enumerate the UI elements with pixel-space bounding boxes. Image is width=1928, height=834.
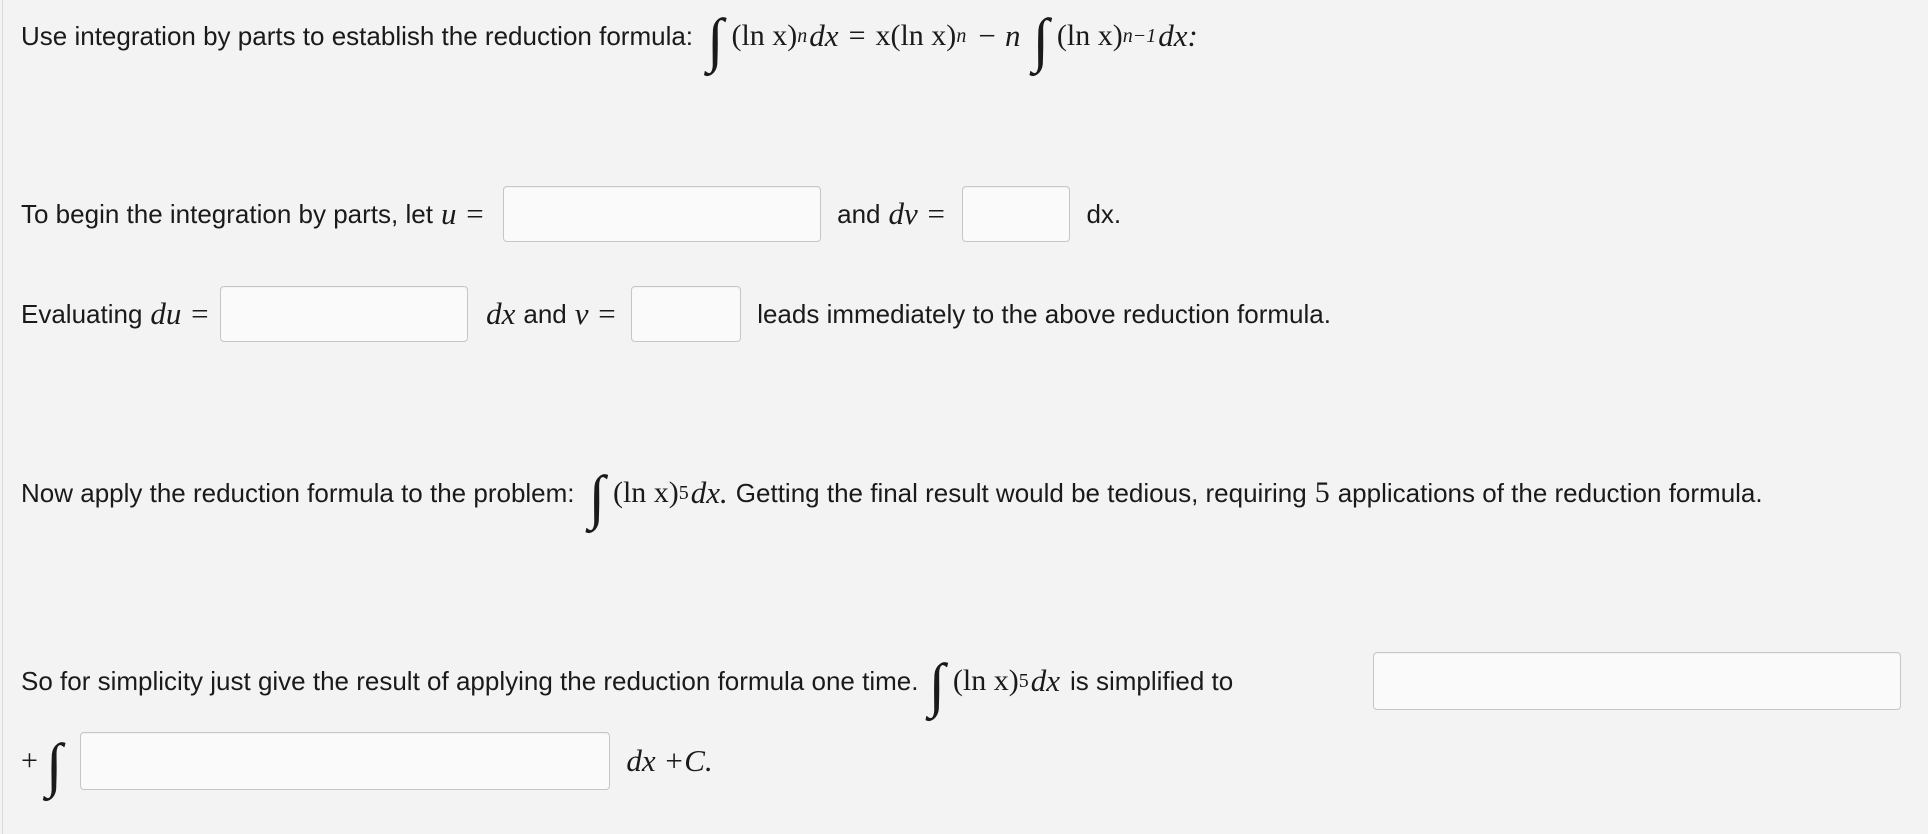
final-row <box>21 725 713 797</box>
apply-base: (ln x) <box>612 476 679 509</box>
dx-text: dx <box>486 296 516 331</box>
lhs-base: (ln x) <box>731 19 798 52</box>
dv-input[interactable] <box>962 186 1070 242</box>
u-prefix-text: To begin the integration by parts, let <box>21 198 433 229</box>
du-prefix-text: Evaluating <box>21 298 143 329</box>
simplify-row <box>21 646 1233 716</box>
intro-row <box>21 4 1198 73</box>
integral-sign: ∫ <box>707 7 724 73</box>
du-input[interactable] <box>220 286 468 342</box>
integral-sign: ∫ <box>45 732 63 798</box>
integral-sign: ∫ <box>1032 7 1049 73</box>
dv-variable: dv = <box>888 196 947 231</box>
simplify-prefix-text: So for simplicity just give the result of applying the reduction formula one time. <box>21 665 919 696</box>
left-border <box>2 0 3 834</box>
apply-mid-text: Getting the final result would be tedious, requiring <box>735 477 1307 508</box>
and-text: and <box>523 298 567 329</box>
remaining-integrand-input[interactable] <box>80 732 610 790</box>
apply-row <box>21 458 1763 528</box>
simplify-dx: dx <box>1030 663 1060 698</box>
simplified-result-input[interactable] <box>1373 652 1901 710</box>
u-variable: u = <box>440 196 486 231</box>
apply-prefix-text: Now apply the reduction formula to the problem: <box>21 477 575 508</box>
du-variable: du = <box>150 296 211 331</box>
simplify-suffix-text: is simplified to <box>1069 665 1234 696</box>
intro-text: Use integration by parts to establish the reduction formula: <box>21 20 694 51</box>
apply-dx: dx. <box>690 475 728 510</box>
simplify-exponent: 5 <box>1018 669 1029 692</box>
v-input[interactable] <box>631 286 741 342</box>
du-v-row <box>21 285 1331 343</box>
and-text: and <box>837 198 881 229</box>
apply-exponent: 5 <box>678 481 689 504</box>
dx-suffix-text: dx. <box>1086 198 1122 229</box>
rhs-term-b-base: (ln x) <box>1056 19 1123 52</box>
v-variable: v = <box>574 296 618 331</box>
equals-sign: = <box>848 19 866 52</box>
rhs-term-a: x(ln x) <box>875 19 957 52</box>
lhs-dx: dx <box>809 18 839 53</box>
simplify-base: (ln x) <box>952 664 1019 697</box>
u-input[interactable] <box>503 186 821 242</box>
rhs-term-b-dx: dx: <box>1158 18 1198 53</box>
integral-sign: ∫ <box>928 652 945 718</box>
application-count: 5 <box>1314 476 1330 509</box>
plus-sign: + <box>21 744 38 777</box>
u-dv-row <box>21 185 1121 243</box>
apply-suffix-text: applications of the reduction formula. <box>1337 477 1763 508</box>
du-suffix-text: leads immediately to the above reduction formula. <box>757 298 1331 329</box>
dx-plus-c-text: dx +C. <box>626 743 713 778</box>
rhs-term-a-exponent: n <box>956 24 967 47</box>
minus-n: − n <box>976 18 1021 53</box>
rhs-term-b-exponent: n−1 <box>1122 24 1157 47</box>
lhs-exponent: n <box>797 24 808 47</box>
integral-sign: ∫ <box>588 464 605 530</box>
